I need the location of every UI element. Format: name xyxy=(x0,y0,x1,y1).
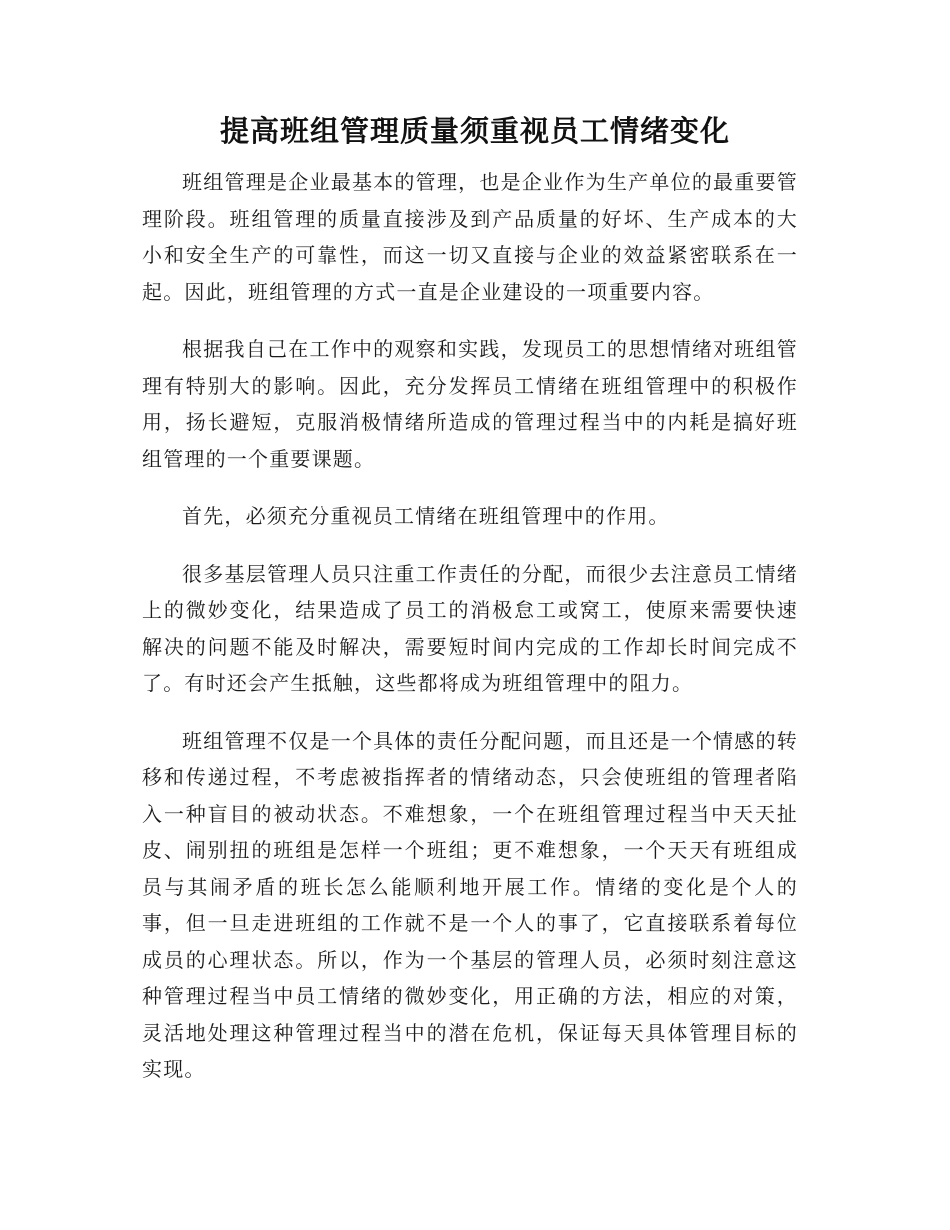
paragraph: 很多基层管理人员只注重工作责任的分配，而很少去注意员工情绪上的微妙变化，结果造成了员工的消极怠工或窝工，使原来需要快速解决的问题不能及时解决，需要短时间内完成的工作却长时间完成不了。有时还会产生抵触，这些都将成为班组管理中的阻力。 xyxy=(142,561,798,695)
document-body xyxy=(142,164,798,1109)
paragraph: 首先，必须充分重视员工情绪在班组管理中的作用。 xyxy=(182,504,670,528)
paragraph: 根据我自己在工作中的观察和实践，发现员工的思想情绪对班组管理有特别大的影响。因此，充分发挥员工情绪在班组管理中的积极作用，扬长避短，克服消极情绪所造成的管理过程当中的内耗是搞好班组管理的一个重要课题。 xyxy=(142,337,798,471)
paragraph: 班组管理不仅是一个具体的责任分配问题，而且还是一个情感的转移和传递过程，不考虑被指挥者的情绪动态，只会使班组的管理者陷入一种盲目的被动状态。不难想象，一个在班组管理过程当中天天扯皮、闹别扭的班组是怎样一个班组；更不难想象，一个天天有班组成员与其闹矛盾的班长怎么能顺利地开展工作。情绪的变化是个人的事，但一旦走进班组的工作就不是一个人的事了，它直接联系着每位成员的心理状态。所以，作为一个基层的管理人员，必须时刻注意这种管理过程当中员工情绪的微妙变化，用正确的方法，相应的对策，灵活地处理这种管理过程当中的潜在危机，保证每天具体管理目标的实现。 xyxy=(142,728,798,1081)
paragraph: 班组管理是企业最基本的管理，也是企业作为生产单位的最重要管理阶段。班组管理的质量直接涉及到产品质量的好坏、生产成本的大小和安全生产的可靠性，而这一切又直接与企业的效益紧密联系在一起。因此，班组管理的方式一直是企业建设的一项重要内容。 xyxy=(142,170,798,304)
document-title: 提高班组管理质量须重视员工情绪变化 xyxy=(219,114,730,148)
